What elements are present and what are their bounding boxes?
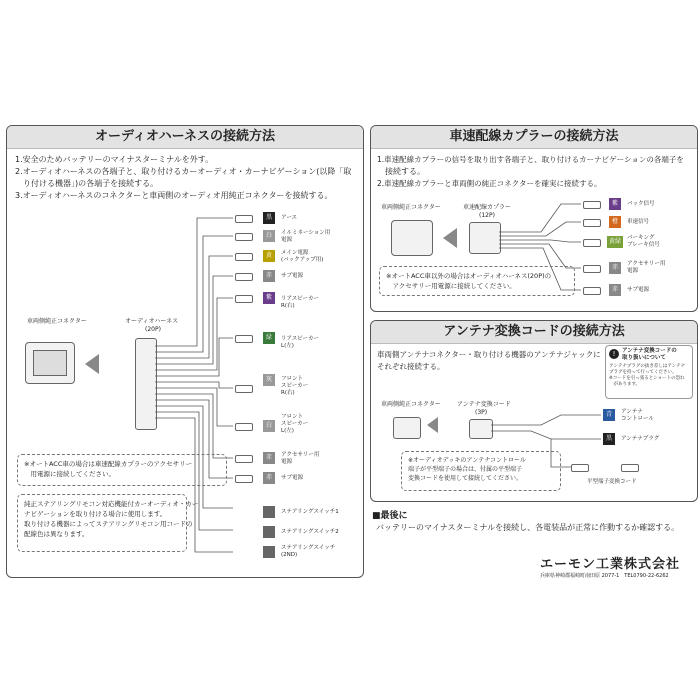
wire-badge: 黄 (263, 250, 275, 262)
steering-switch-1: ステアリングスイッチ1 (281, 509, 339, 515)
wire-plug (235, 215, 253, 223)
steering-badge (263, 506, 275, 518)
speed-coupler-title: 車速配線カプラーの接続方法 (371, 126, 697, 149)
steering-badge (263, 526, 275, 538)
speed-wire-label: アクセサリー用 電源 (627, 261, 666, 274)
wire-label: アクセサリー用 電源 (281, 452, 320, 465)
speed-wire-badge: 黄緑 (607, 236, 623, 248)
speed-wire-label: パーキング ブレーキ信号 (627, 235, 660, 248)
speed-wire-plug (583, 287, 601, 295)
wire-badge: 黒 (263, 212, 275, 224)
company-name: エーモン工業株式会社 (540, 557, 681, 572)
speed-coupler-label: 車速配線カプラー (463, 204, 512, 211)
wire-badge: 白 (263, 230, 275, 242)
audio-harness-title: オーディオハーネスの接続方法 (7, 126, 363, 149)
audio-harness-label: オーディオハーネス (125, 318, 179, 325)
wire-label: フロント スピーカー R(右) (281, 376, 309, 396)
wire-plug (235, 455, 253, 463)
antenna-cord-title: アンテナ変換コードの接続方法 (371, 321, 697, 344)
speed-wire-label: サブ電源 (627, 287, 650, 293)
audio-harness-panel (6, 125, 364, 578)
audio-step-2a: 2.オーディオハーネスの各端子と、取り付けるカーオーディオ・カーナビゲーション(以降「取 (15, 167, 352, 176)
antenna-wire-label: アンテナプラグ (621, 436, 660, 442)
speed-wire-badge: 紫 (609, 198, 621, 210)
wire-badge: 赤 (263, 270, 275, 282)
wire-plug (235, 295, 253, 303)
flat-terminal-plug (571, 464, 589, 472)
wire-plug (235, 335, 253, 343)
wire-label: フロント スピーカー L(左) (281, 414, 309, 434)
speed-wire-badge: 赤 (609, 262, 621, 274)
wire-plug (235, 385, 253, 393)
speed-wire-label: 車速信号 (627, 219, 650, 225)
speed-step-1b: 接続する。 (377, 167, 425, 176)
wire-plug (235, 253, 253, 261)
caution-icon: ! (609, 349, 619, 359)
wire-plug (235, 273, 253, 281)
final-text: バッテリーのマイナスターミナルを接続し、各電装品が正常に作動するか確認する。 (376, 523, 680, 532)
speed-step-2: 2.車速配線カプラーと車両側の純正コネクターを確実に接続する。 (377, 179, 602, 188)
antenna-wire-badge: 青 (603, 409, 615, 421)
wire-plug (235, 475, 253, 483)
company-address: 兵庫県神崎郡福崎町南田原 2077-1 TEL0790-22-6262 (540, 573, 669, 579)
antenna-wire-label: アンテナ コントロール (621, 409, 654, 422)
antenna-note: ※オーディオデッキのアンテナコントロール 端子が平型端子の場合は、付属の平型端子 変換コードを使用して接続してください。 (401, 451, 561, 491)
audio-note-steering: 純正ステアリングリモコン対応機能付カーオーディオ・カー ナビゲーションを取り付ける場合に使用します。 取り付ける機器によってステアリングリモコン用コードの 配線色は異なります。 (17, 494, 187, 552)
wire-badge: 紫 (263, 292, 275, 304)
wire-label: サブ電源 (281, 273, 304, 279)
final-heading: ■最後に (372, 511, 408, 521)
antenna-cord-panel (370, 320, 698, 502)
audio-step-1: 1.安全のためバッテリーのマイナスターミナルを外す。 (15, 155, 214, 164)
wire-badge: 白 (263, 420, 275, 432)
speed-wire-badge: 赤 (609, 284, 621, 296)
antenna-cord-label: アンテナ変換コード (457, 401, 511, 408)
steering-badge (263, 546, 275, 558)
steering-switch-2nd: ステアリングスイッチ (2ND) (281, 545, 336, 558)
speed-wire-plug (583, 201, 601, 209)
wire-label: メイン電源 (バックアップ用) (281, 250, 324, 263)
wire-label: アース (281, 215, 298, 221)
flat-terminal-plug (621, 464, 639, 472)
antenna-vehicle-connector-label: 車両側純正コネクター (381, 401, 441, 408)
speed-vehicle-connector-label: 車両側純正コネクター (381, 204, 441, 211)
wire-badge: 灰 (263, 374, 275, 386)
wire-label: リアスピーカー L(左) (281, 336, 319, 349)
wire-badge: 赤 (263, 452, 275, 464)
audio-note-auto-acc: ※オートACC車の場合は車速配線カプラーのアクセサリー 用電源に接続してください。 (17, 454, 227, 486)
speed-wire-plug (583, 219, 601, 227)
wire-badge: 緑 (263, 332, 275, 344)
audio-step-3: 3.オーディオハーネスのコネクターと車両側のオーディオ用純正コネクターを接続する。 (15, 191, 333, 200)
antenna-wire-badge: 黒 (603, 433, 615, 445)
wire-label: リアスピーカー R(右) (281, 296, 319, 309)
wire-badge: 赤 (263, 472, 275, 484)
speed-step-1a: 1.車速配線カプラーの信号を取り出す各端子と、取り付けるカーナビゲーションの各端子を (377, 155, 684, 164)
speed-wire-label: バック信号 (627, 201, 655, 207)
speed-note: ※オートACC車以外の場合はオーディオハーネス(20P)の アクセサリー用電源に接続してください。 (379, 266, 575, 296)
speed-wire-plug (583, 239, 601, 247)
antenna-text-2: それぞれ接続する。 (377, 362, 445, 371)
antenna-cord-pins: (3P) (475, 409, 488, 416)
steering-switch-2: ステアリングスイッチ2 (281, 529, 339, 535)
antenna-text-1: 車両側アンテナコネクター・取り付ける機器のアンテナジャックに (377, 350, 601, 359)
audio-harness-pins: (20P) (145, 326, 161, 333)
antenna-caution-body: アンテナプラグの抜き差しはアンテナ プラグを持って行ってください。 ※コードを引っ張るとショートの恐れ があります。 (609, 364, 686, 387)
speed-coupler-panel (370, 125, 698, 312)
flat-terminal-cord-label: 平型端子変換コード (587, 479, 637, 485)
wire-plug (235, 233, 253, 241)
speed-coupler-pins: (12P) (479, 212, 495, 219)
speed-wire-badge: 橙 (609, 216, 621, 228)
wire-plug (235, 423, 253, 431)
antenna-caution-title: アンテナ変換コードの 取り扱いについて (622, 348, 677, 361)
audio-step-2b: り付ける機器」)の各端子を接続する。 (15, 179, 159, 188)
wire-label: イルミネーション用 電源 (281, 230, 331, 243)
speed-wire-plug (583, 265, 601, 273)
wire-label: サブ電源 (281, 475, 304, 481)
audio-vehicle-connector-label: 車両側純正コネクター (27, 318, 87, 325)
